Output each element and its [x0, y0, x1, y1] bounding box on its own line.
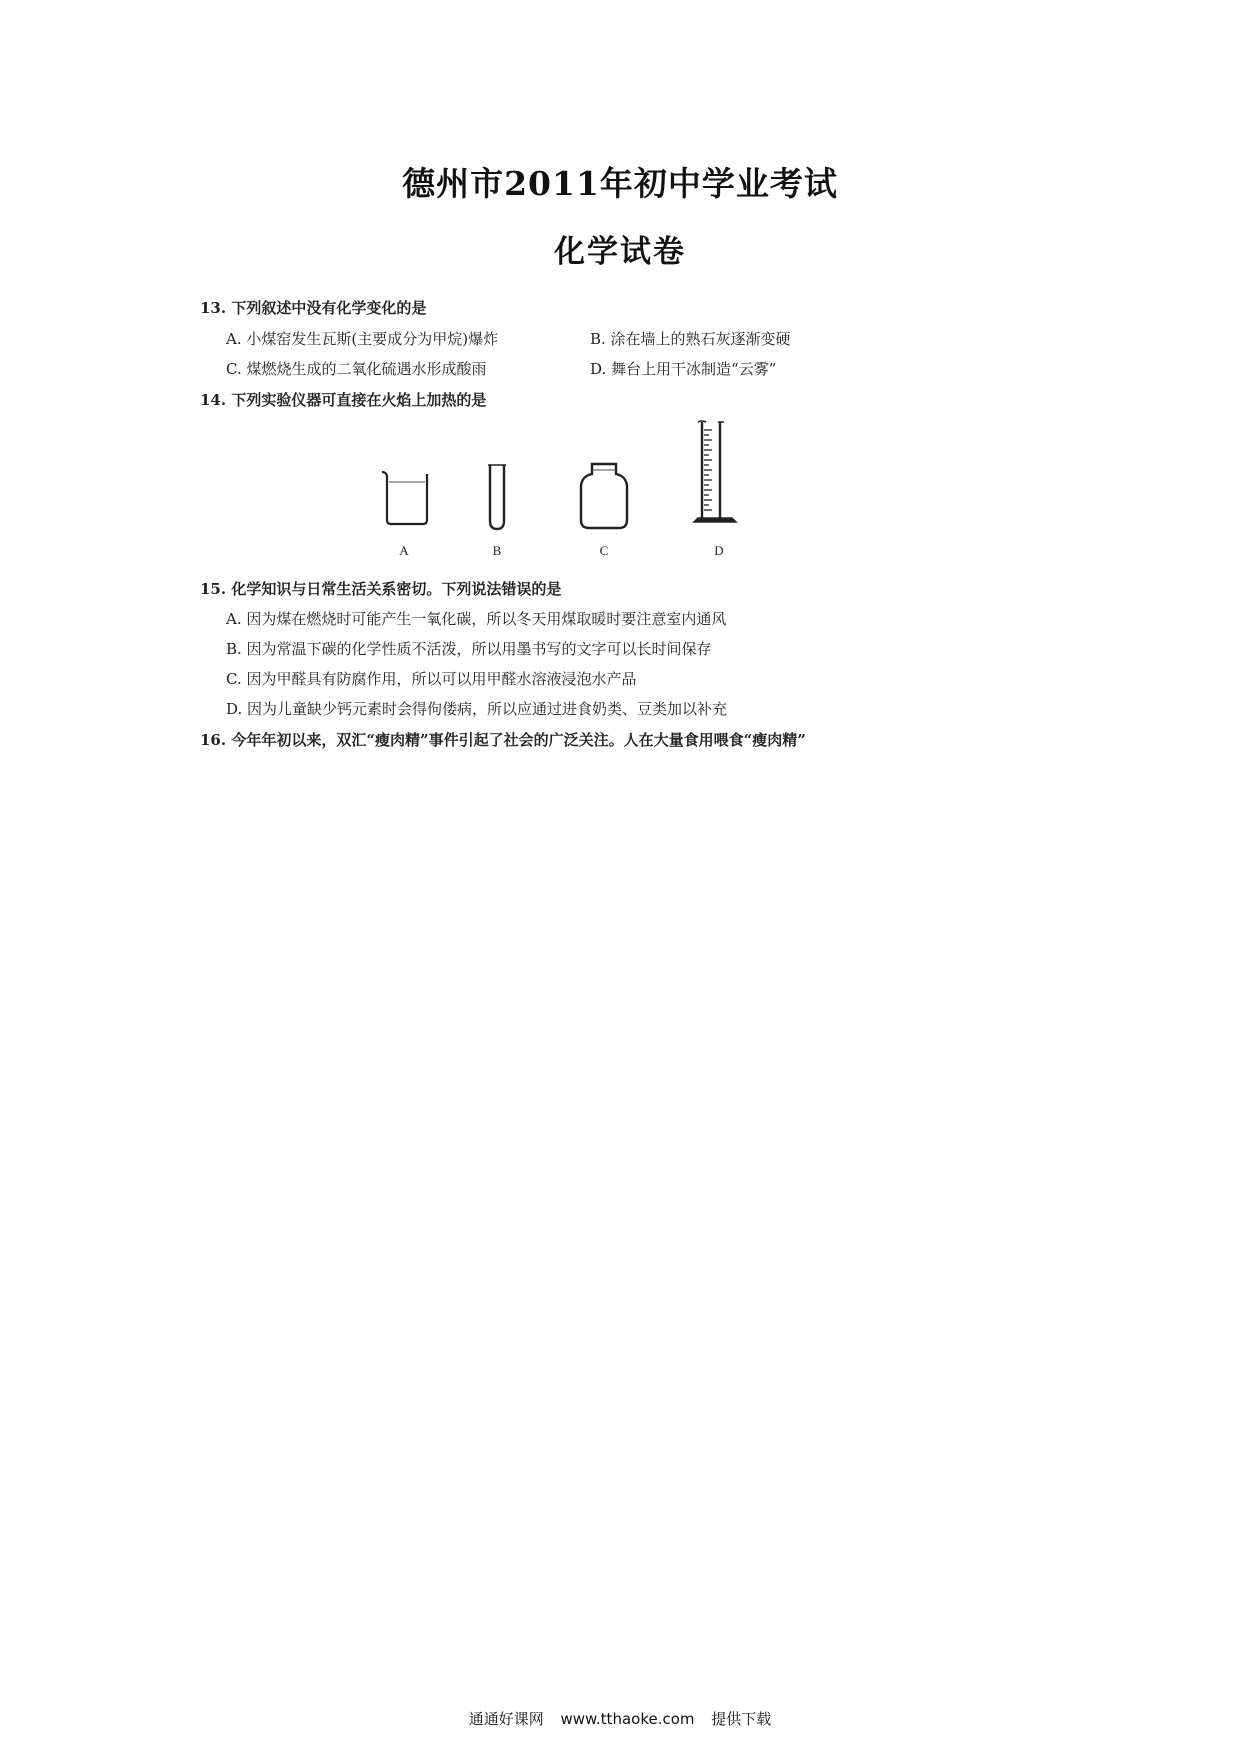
page-footer — [0, 1708, 1240, 1729]
footer-suffix: 提供下载 — [711, 1710, 772, 1728]
question-15-option-b: B. 因为常温下碳的化学性质不活泼，所以用墨书写的文字可以长时间保存 — [226, 640, 712, 658]
question-16-stem: 16. 今年年初以来，双汇“瘦肉精”事件引起了社会的广泛关注。人在大量食用喂食“瘦肉精” — [200, 731, 806, 749]
figure-label-c: C — [599, 543, 609, 558]
question-15-option-d: D. 因为儿童缺少钙元素时会得佝偻病，所以应通过进食奶类、豆类加以补充 — [226, 700, 728, 718]
question-15-option-a: A. 因为煤在燃烧时可能产生一氧化碳，所以冬天用煤取暖时要注意室内通风 — [226, 610, 727, 628]
question-15-stem: 15. 化学知识与日常生活关系密切。下列说法错误的是 — [200, 580, 562, 598]
beaker-icon — [380, 470, 432, 526]
jar-icon — [578, 462, 630, 530]
footer-url[interactable]: www.tthaoke.com — [560, 1710, 695, 1728]
question-13-option-b: B. 涂在墙上的熟石灰逐渐变硬 — [590, 330, 791, 348]
exam-subtitle: 化学试卷 — [554, 234, 686, 270]
test-tube-icon — [486, 463, 508, 531]
figure-label-b: B — [492, 543, 502, 558]
question-13-stem: 13. 下列叙述中没有化学变化的是 — [200, 299, 427, 317]
question-14-stem: 14. 下列实验仪器可直接在火焰上加热的是 — [200, 391, 487, 409]
question-13-option-c: C. 煤燃烧生成的二氧化硫遇水形成酸雨 — [226, 360, 487, 378]
question-15-option-c: C. 因为甲醛具有防腐作用，所以可以用甲醛水溶液浸泡水产品 — [226, 670, 637, 688]
question-13-option-d: D. 舞台上用干冰制造“云雾” — [590, 360, 777, 378]
figure-label-a: A — [399, 543, 409, 558]
question-13-option-a: A. 小煤窑发生瓦斯(主要成分为甲烷)爆炸 — [226, 330, 499, 348]
exam-title: 德州市2011年初中学业考试 — [402, 164, 838, 203]
footer-site-name: 通通好课网 — [468, 1710, 544, 1728]
figure-label-d: D — [714, 543, 724, 558]
graduated-cylinder-icon — [692, 418, 738, 532]
